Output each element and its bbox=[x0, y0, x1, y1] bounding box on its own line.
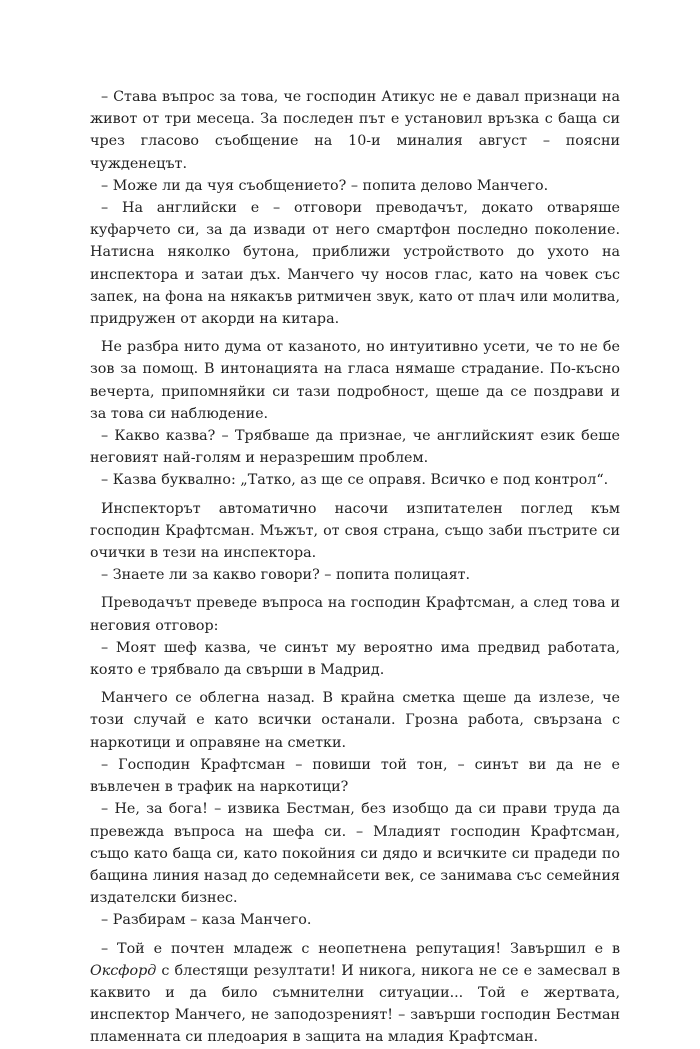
paragraph bbox=[90, 938, 620, 1049]
page-body-text bbox=[90, 86, 620, 1049]
paragraph-text: – Той е почтен младеж с неопетнена репутация! Завършил е в bbox=[101, 940, 620, 957]
paragraph: – Моят шеф казва, че синът му вероятно има предвид работата, която е трябвало да свърши в Мадрид. bbox=[90, 639, 620, 679]
paragraph-text: с блестящи резултати! И никога, никога не се е замесвал в каквито и да било съмнителни ситуации... Той е жертвата, инспектор Манчего, не заподозреният! – завърши господин Бестман пламенната си пледоария в защита на младия Крафтсман. bbox=[90, 962, 620, 1046]
paragraph: – Става въпрос за това, че господин Атикус не е давал признаци на живот от три месеца. За последен път е установил връзка с баща си чрез гласово съобщение на 10-и миналия август – поясни чужденецът. bbox=[90, 89, 620, 172]
paragraph: Манчего се облегна назад. В крайна сметка щеше да излезе, че този случай е като всички останали. Грозна работа, свързана с наркотици и оправяне на сметки. bbox=[90, 690, 620, 751]
paragraph: – Може ли да чуя съобщението? – попита делово Манчего. bbox=[101, 177, 549, 194]
paragraph: – Знаете ли за какво говори? – попита полицаят. bbox=[101, 567, 471, 584]
paragraph: Не разбра нито дума от казаното, но интуитивно усети, че то не бе зов за помощ. В интонацията на гласа нямаше страдание. По-късно вечерта, припомняйки си тази подробност, щеше да се поздрави и за това си наблюдение. bbox=[90, 339, 620, 422]
paragraph: – Разбирам – каза Манчего. bbox=[101, 912, 312, 929]
paragraph: Инспекторът автоматично насочи изпитателен поглед към господин Крафтсман. Мъжът, от своя страна, също заби пъстрите си очички в тези на инспектора. bbox=[90, 500, 620, 562]
paragraph: – Господин Крафтсман – повиши той тон, – синът ви да не е въвлечен в трафик на наркотици? bbox=[90, 756, 620, 796]
paragraph: – Какво казва? – Трябваше да признае, че английският език беше неговият най-голям и неразрешим проблем. bbox=[90, 428, 620, 467]
italic-word: Оксфорд bbox=[90, 962, 157, 979]
paragraph: – Не, за бога! – извика Бестман, без изобщо да си прави труда да превежда въпроса на шефа си. – Младият господин Крафтсман, също като баща си, като покойния си дядо и всичките си прадеди по бащина линия назад до седемнайсети век, се занимава със семейния издателски бизнес. bbox=[90, 801, 620, 907]
paragraph: – Казва буквално: „Татко, аз ще се оправя. Всичко е под контрол“. bbox=[101, 472, 609, 489]
paragraph: Преводачът преведе въпроса на господин Крафтсман, а след това и неговия отговор: bbox=[90, 595, 620, 634]
paragraph: – На английски е – отговори преводачът, докато отваряше куфарчето си, за да извади от него смартфон последно поколение. Натисна няколко бутона, приближи устройството до ухото на инспектора и затаи дъх. Манчего чу носов глас, като на човек със запек, на фона на някакъв ритмичен звук, като от плач или молитва, придружен от акорди на китара. bbox=[90, 200, 620, 328]
